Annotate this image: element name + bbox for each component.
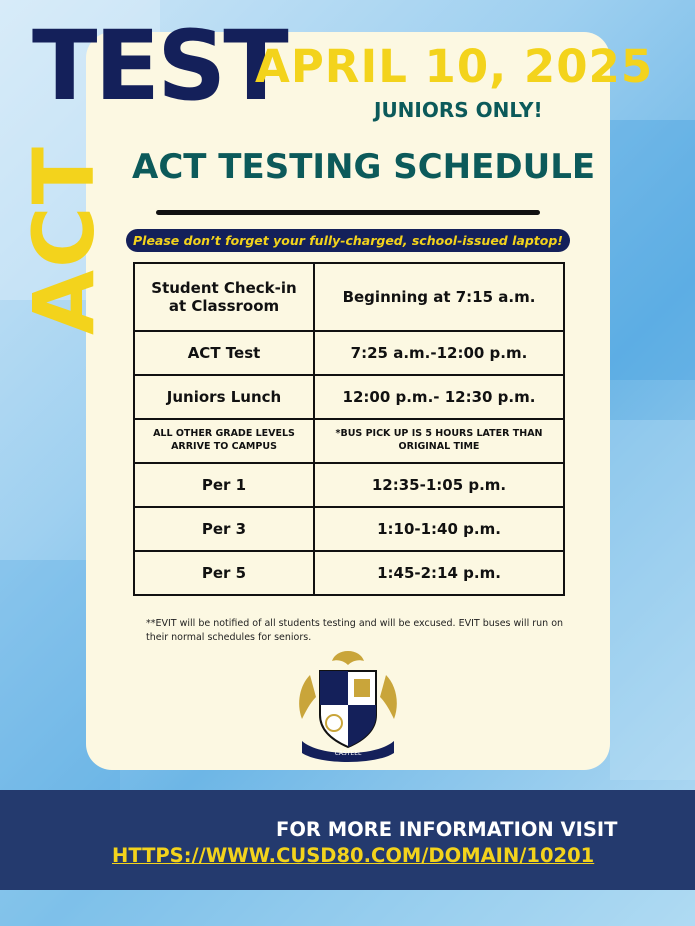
schedule-time: 12:00 p.m.- 12:30 p.m. [314,375,564,419]
svg-text:CASTEEL: CASTEEL [334,750,362,757]
act-vertical-title: ACT [15,145,113,335]
table-row [134,551,564,595]
audience-label: JUNIORS ONLY! [374,98,543,122]
table-row [134,419,564,463]
test-title: TEST [32,10,286,122]
laptop-reminder: Please don’t forget your fully-charged, school-issued laptop! [126,229,570,252]
schedule-time: 1:10-1:40 p.m. [314,507,564,551]
info-link[interactable]: HTTPS://WWW.CUSD80.COM/DOMAIN/10201 [112,844,595,867]
schedule-event: Juniors Lunch [134,375,314,419]
schedule-event: Student Check-in at Classroom [134,263,314,331]
table-row [134,507,564,551]
table-row [134,375,564,419]
table-row [134,263,564,331]
schedule-event: Per 5 [134,551,314,595]
schedule-event: ACT Test [134,331,314,375]
schedule-heading: ACT TESTING SCHEDULE [132,147,596,187]
schedule-time: 1:45-2:14 p.m. [314,551,564,595]
evit-footnote: **EVIT will be notified of all students testing and will be excused. EVIT buses will run on their normal schedules for seniors. [146,618,564,643]
schedule-time: *BUS PICK UP IS 5 HOURS LATER THAN ORIGINAL TIME [314,419,564,463]
test-date: APRIL 10, 2025 [255,40,654,93]
schedule-event: ALL OTHER GRADE LEVELS ARRIVE TO CAMPUS [134,419,314,463]
schedule-table [133,262,565,596]
schedule-event: Per 3 [134,507,314,551]
more-info-label: FOR MORE INFORMATION VISIT [276,818,618,841]
heading-divider [156,210,540,215]
schedule-time: 12:35-1:05 p.m. [314,463,564,507]
table-row [134,463,564,507]
schedule-time: 7:25 a.m.-12:00 p.m. [314,331,564,375]
table-row [134,331,564,375]
schedule-time: Beginning at 7:15 a.m. [314,263,564,331]
schedule-event: Per 1 [134,463,314,507]
school-crest-logo [290,645,406,765]
